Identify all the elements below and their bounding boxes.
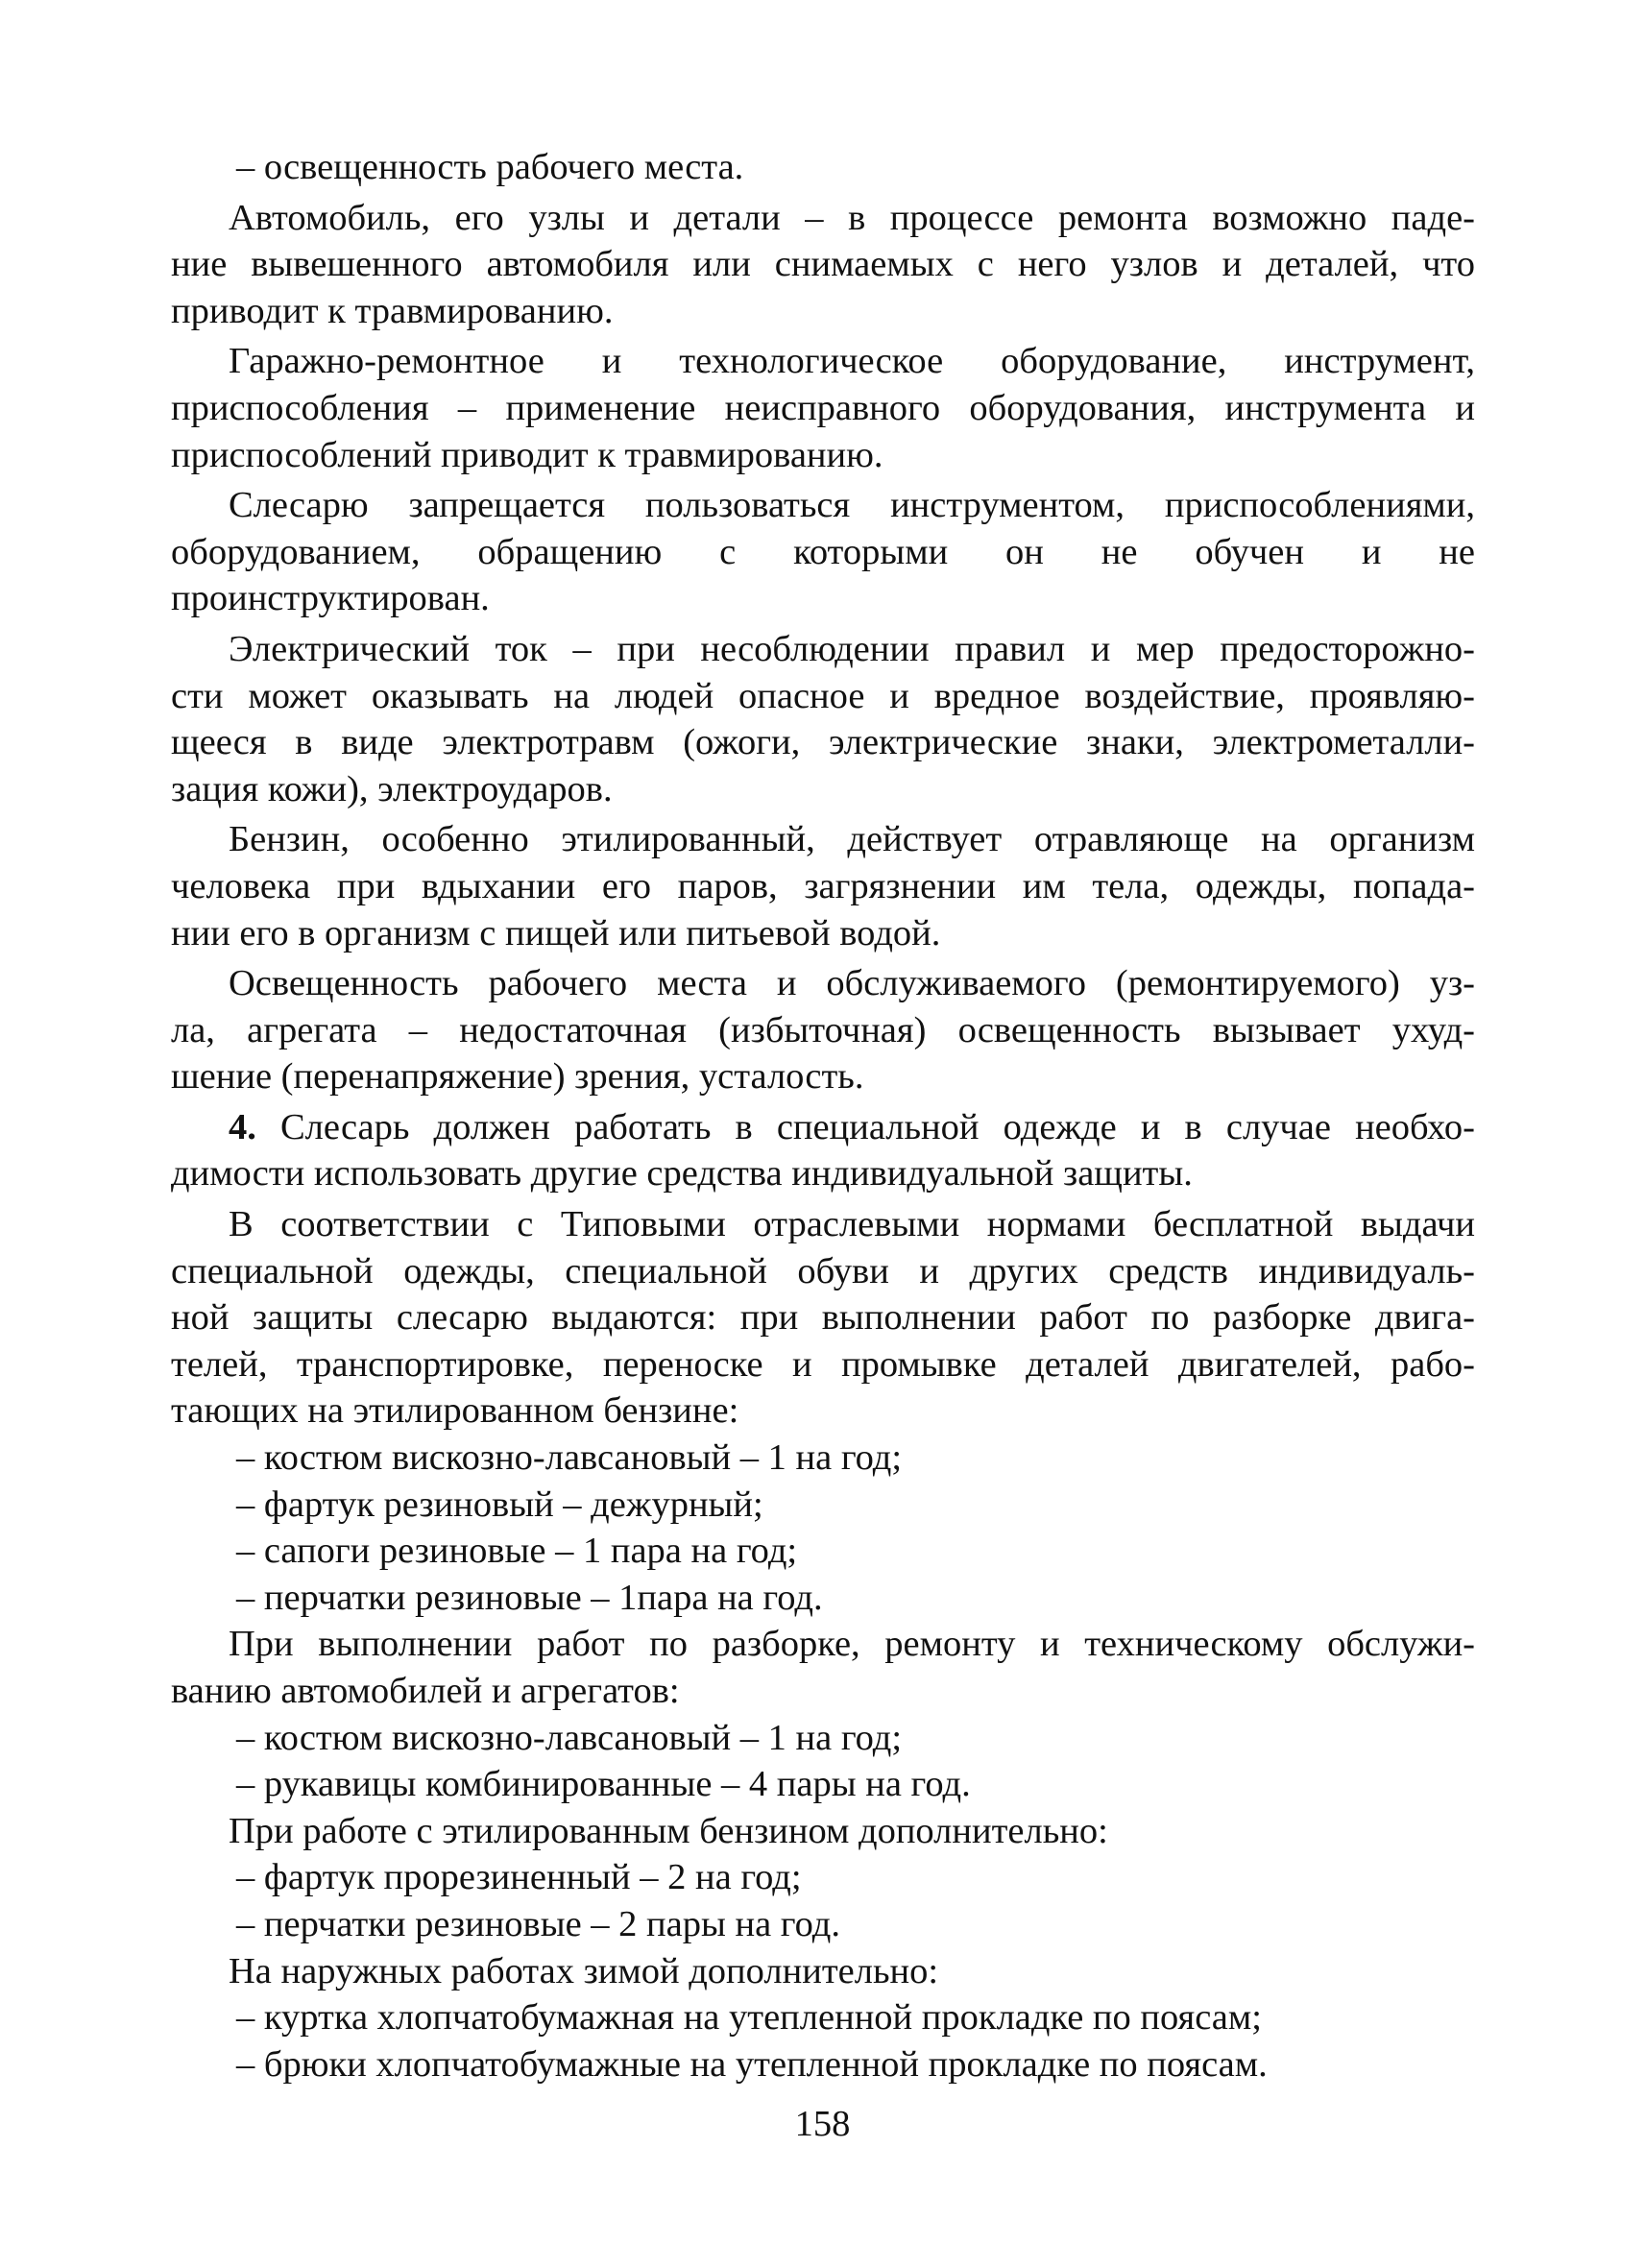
text-line: При работе с этилированным бензином дополнительно: bbox=[229, 1810, 1108, 1851]
list-item: – брюки хлопчатобумажные на утепленной прокладке по поясам. bbox=[236, 2043, 1268, 2085]
text-line: При выполнении работ по разборке, ремонту и техническому обслужи- bbox=[229, 1624, 1475, 1665]
text-line: зация кожи), электроударов. bbox=[171, 768, 613, 809]
text-line: приводит к травмированию. bbox=[171, 290, 614, 331]
list-item: – перчатки резиновые – 2 пары на год. bbox=[236, 1903, 840, 1944]
list-item: – костюм вискозно-лавсановый – 1 на год; bbox=[236, 1717, 903, 1758]
list-item: – костюм вискозно-лавсановый – 1 на год; bbox=[236, 1437, 903, 1479]
page-body bbox=[171, 144, 1475, 2087]
text-line: Бензин, особенно этилированный, действует отравляюще на организм bbox=[229, 819, 1475, 860]
text-line: ние вывешенного автомобиля или снимаемых с него узлов и деталей, что bbox=[171, 244, 1475, 285]
text-line: ной защиты слесарю выдаются: при выполнении работ по разборке двига- bbox=[171, 1297, 1475, 1339]
text-line: телей, транспортировке, переноске и промывке деталей двигателей, рабо- bbox=[171, 1343, 1475, 1385]
numbered-paragraph-line bbox=[171, 1104, 1475, 1151]
text-line: проинструктирован. bbox=[171, 578, 490, 619]
text-line: На наружных работах зимой дополнительно: bbox=[229, 1950, 939, 1991]
text-line: Автомобиль, его узлы и детали – в процессе ремонта возможно паде- bbox=[229, 197, 1475, 238]
list-item: – куртка хлопчатобумажная на утепленной прокладке по поясам; bbox=[236, 1997, 1262, 2039]
text-line: ванию автомобилей и агрегатов: bbox=[171, 1671, 680, 1711]
text-line: ла, агрегата – недостаточная (избыточная) освещенность вызывает ухуд- bbox=[171, 1009, 1475, 1050]
text-line: Гаражно-ремонтное и технологическое оборудование, инструмент, bbox=[229, 341, 1475, 382]
list-item: – рукавицы комбинированные – 4 пары на год. bbox=[236, 1764, 971, 1805]
list-item: – сапоги резиновые – 1 пара на год; bbox=[236, 1531, 798, 1572]
text-line: специальной одежды, специальной обуви и других средств индивидуаль- bbox=[171, 1250, 1475, 1291]
text-line: приспособления – применение неисправного оборудования, инструмента и bbox=[171, 387, 1475, 428]
text-line: Слесарю запрещается пользоваться инструментом, приспособлениями, bbox=[229, 485, 1475, 526]
text-line: Освещенность рабочего места и обслуживаемого (ремонтируемого) уз- bbox=[229, 963, 1475, 1004]
text-line: щееся в виде электротравм (ожоги, электрические знаки, электрометалли- bbox=[171, 722, 1475, 763]
text-line: человека при вдыхании его паров, загрязнении им тела, одежды, попада- bbox=[171, 865, 1475, 906]
text-line: оборудованием, обращению с которыми он не обучен и не bbox=[171, 531, 1475, 572]
text-line: сти может оказывать на людей опасное и вредное воздействие, проявляю- bbox=[171, 675, 1475, 716]
text-line: шение (перенапряжение) зрения, усталость. bbox=[171, 1056, 864, 1098]
list-item: – освещенность рабочего места. bbox=[236, 147, 744, 187]
text-line: димости использовать другие средства индивидуальной защиты. bbox=[171, 1153, 1193, 1194]
text-line: В соответствии с Типовыми отраслевыми нормами бесплатной выдачи bbox=[229, 1204, 1475, 1245]
text-span: Слесарь должен работать в специальной одежде и в случае необхо- bbox=[280, 1106, 1475, 1147]
text-line: тающих на этилированном бензине: bbox=[171, 1390, 739, 1432]
text-line: приспособлений приводит к травмированию. bbox=[171, 434, 883, 475]
list-item: – фартук резиновый – дежурный; bbox=[236, 1484, 763, 1525]
item-number: 4. bbox=[229, 1106, 256, 1147]
list-item: – перчатки резиновые – 1пара на год. bbox=[236, 1577, 823, 1618]
page-number: 158 bbox=[794, 2104, 851, 2144]
list-item: – фартук прорезиненный – 2 на год; bbox=[236, 1857, 802, 1898]
text-line: нии его в организм с пищей или питьевой водой. bbox=[171, 912, 941, 953]
text-line: Электрический ток – при несоблюдении правил и мер предосторожно- bbox=[229, 628, 1475, 669]
